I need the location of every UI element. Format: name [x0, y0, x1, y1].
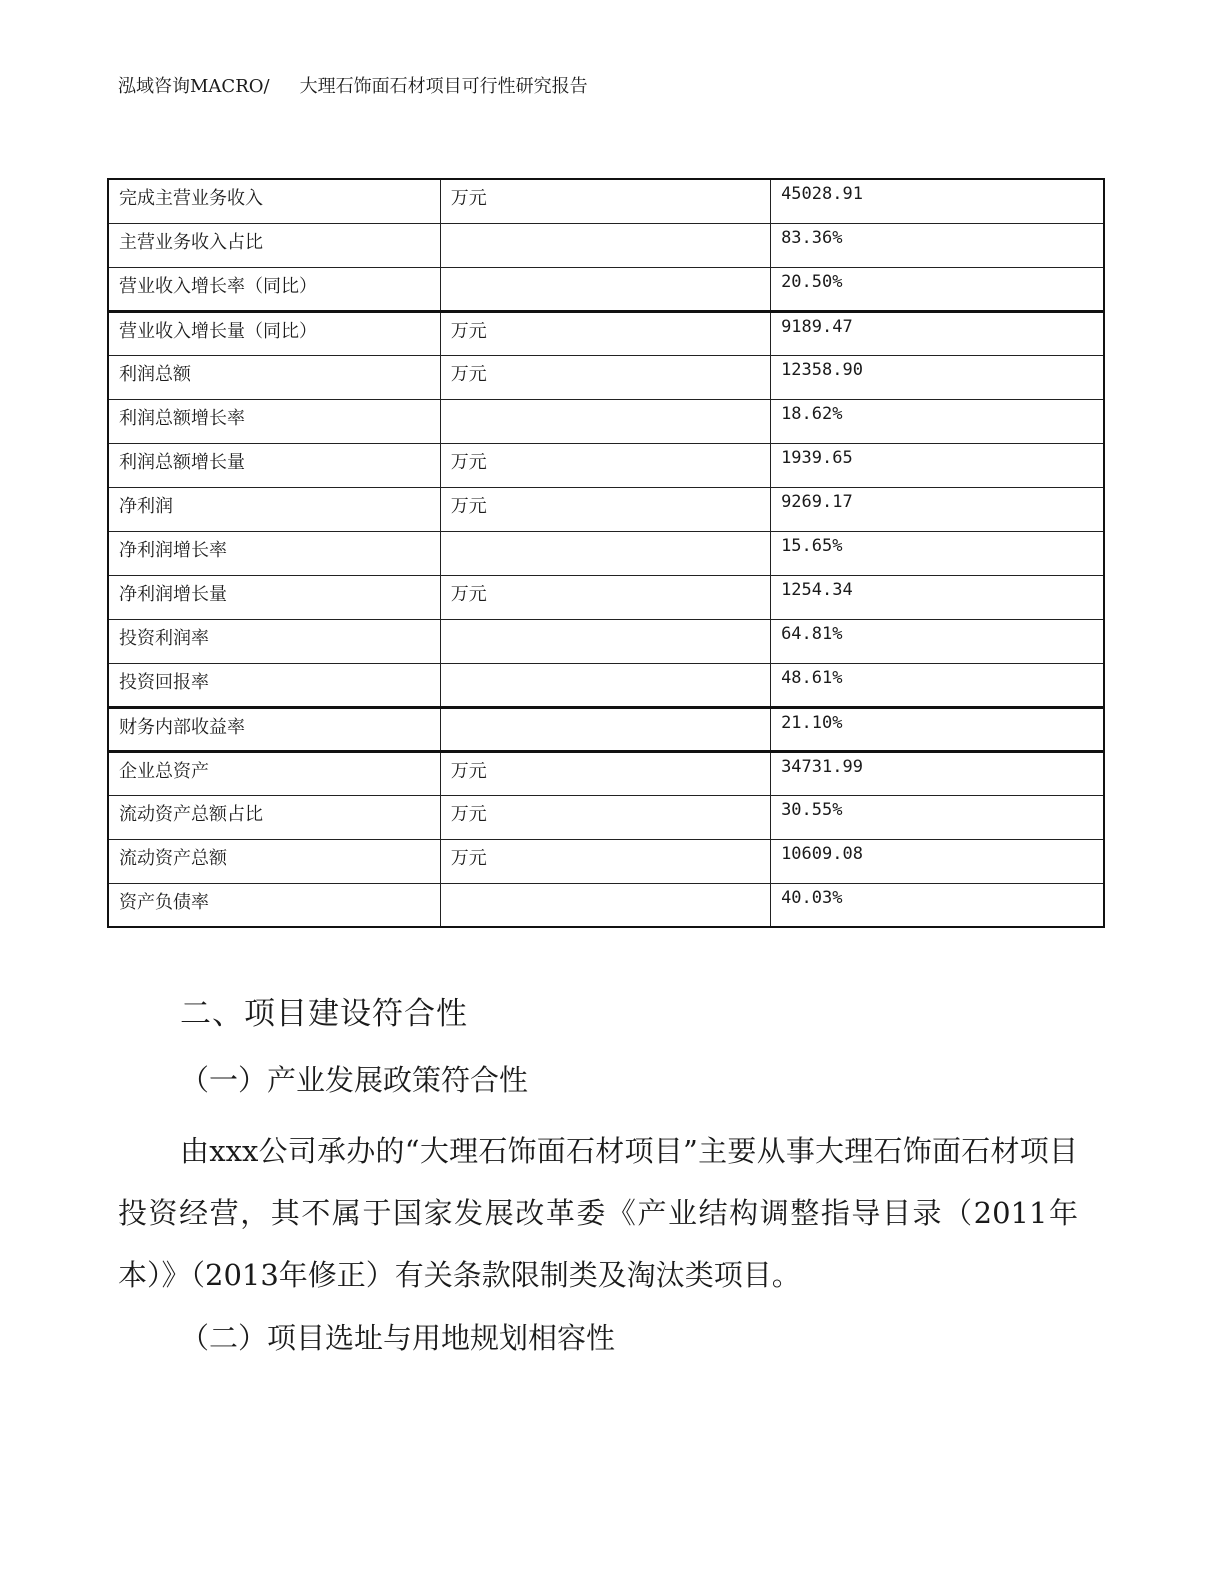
- table-row: [108, 311, 1104, 355]
- cell-unit: 万元: [440, 179, 770, 223]
- cell-value: 12358.90: [771, 355, 1104, 399]
- table-row: [108, 487, 1104, 531]
- cell-unit: 万元: [440, 575, 770, 619]
- cell-name: 完成主营业务收入: [108, 179, 440, 223]
- table-row: [108, 619, 1104, 663]
- cell-name: 流动资产总额: [108, 839, 440, 883]
- cell-name: 流动资产总额占比: [108, 795, 440, 839]
- cell-unit: 万元: [440, 487, 770, 531]
- table-row: [108, 399, 1104, 443]
- cell-value: 30.55%: [771, 795, 1104, 839]
- cell-value: 64.81%: [771, 619, 1104, 663]
- cell-unit: 万元: [440, 751, 770, 795]
- cell-value: 83.36%: [771, 223, 1104, 267]
- section-title: 二、项目建设符合性: [180, 996, 468, 1032]
- cell-value: 45028.91: [771, 179, 1104, 223]
- cell-unit: 万元: [440, 443, 770, 487]
- table-row: [108, 575, 1104, 619]
- cell-unit: 万元: [440, 355, 770, 399]
- cell-value: 9189.47: [771, 311, 1104, 355]
- cell-value: 21.10%: [771, 707, 1104, 751]
- table-row: [108, 267, 1104, 311]
- cell-name: 净利润增长量: [108, 575, 440, 619]
- cell-unit: [440, 267, 770, 311]
- page-header: [118, 72, 588, 98]
- cell-name: 利润总额增长量: [108, 443, 440, 487]
- table-row: [108, 707, 1104, 751]
- table-row: [108, 355, 1104, 399]
- cell-name: 净利润: [108, 487, 440, 531]
- cell-unit: [440, 223, 770, 267]
- table-row: [108, 443, 1104, 487]
- cell-name: 利润总额增长率: [108, 399, 440, 443]
- table-row: [108, 663, 1104, 707]
- report-title: 大理石饰面石材项目可行性研究报告: [299, 76, 588, 97]
- body-paragraph: 由xxx公司承办的“大理石饰面石材项目”主要从事大理石饰面石材项目投资经营，其不属于国家发展改革委《产业结构调整指导目录（2011年本）》（2013年修正）有关条款限制类及淘汰类项目。: [118, 1134, 1078, 1292]
- cell-name: 营业收入增长率（同比）: [108, 267, 440, 311]
- cell-unit: [440, 531, 770, 575]
- cell-unit: [440, 399, 770, 443]
- table-row: [108, 883, 1104, 927]
- cell-name: 净利润增长率: [108, 531, 440, 575]
- metrics-table-body: [108, 179, 1104, 927]
- company-name: 泓域咨询MACRO/: [118, 76, 270, 97]
- cell-value: 18.62%: [771, 399, 1104, 443]
- cell-name: 资产负债率: [108, 883, 440, 927]
- cell-unit: [440, 707, 770, 751]
- cell-value: 1939.65: [771, 443, 1104, 487]
- cell-unit: 万元: [440, 311, 770, 355]
- subsection-title-2: （二）项目选址与用地规划相容性: [180, 1321, 616, 1355]
- cell-value: 34731.99: [771, 751, 1104, 795]
- table-row: [108, 839, 1104, 883]
- cell-unit: [440, 619, 770, 663]
- cell-value: 15.65%: [771, 531, 1104, 575]
- metrics-table: [107, 178, 1105, 928]
- cell-unit: [440, 883, 770, 927]
- cell-name: 主营业务收入占比: [108, 223, 440, 267]
- cell-name: 企业总资产: [108, 751, 440, 795]
- table-row: [108, 223, 1104, 267]
- table-row: [108, 751, 1104, 795]
- table-row: [108, 795, 1104, 839]
- cell-value: 10609.08: [771, 839, 1104, 883]
- cell-unit: 万元: [440, 795, 770, 839]
- cell-name: 利润总额: [108, 355, 440, 399]
- cell-value: 40.03%: [771, 883, 1104, 927]
- subsection-title-1: （一）产业发展政策符合性: [180, 1063, 529, 1097]
- table-row: [108, 179, 1104, 223]
- table-row: [108, 531, 1104, 575]
- cell-value: 1254.34: [771, 575, 1104, 619]
- cell-unit: [440, 663, 770, 707]
- cell-name: 营业收入增长量（同比）: [108, 311, 440, 355]
- cell-unit: 万元: [440, 839, 770, 883]
- cell-value: 48.61%: [771, 663, 1104, 707]
- cell-name: 投资利润率: [108, 619, 440, 663]
- cell-name: 财务内部收益率: [108, 707, 440, 751]
- cell-value: 20.50%: [771, 267, 1104, 311]
- cell-name: 投资回报率: [108, 663, 440, 707]
- cell-value: 9269.17: [771, 487, 1104, 531]
